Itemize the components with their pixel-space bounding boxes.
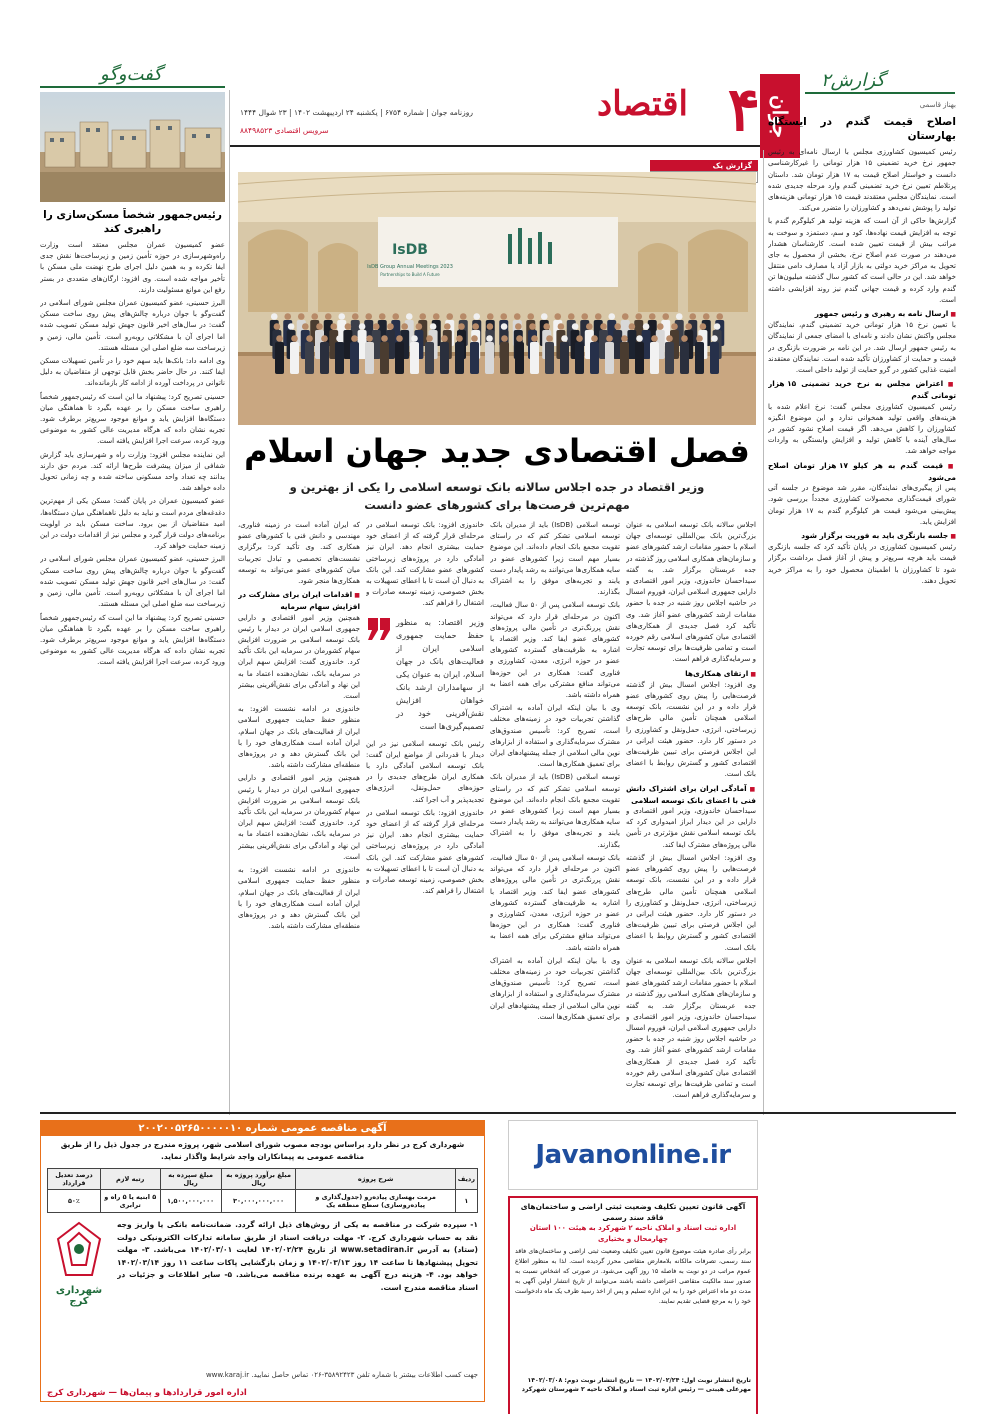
banner-logo: IsDB [392, 242, 428, 258]
article-paragraph: اجلاس سالانه بانک توسعه اسلامی به عنوان بزرگ‌ترین بانک بین‌المللی توسعه‌ای جهان اسلام با حضور مقامات ارشد کشورهای عضو و سازمان‌های همکاری اسلامی روز گذشته در جده عربستان برگزار شد. به گفته سیداحسان خاندوزی، وزیر امور اقتصادی و دارایی جمهوری اسلامی ایران، فوروم امسال در حاشیه اجلاس روز شنبه در جده با حضور مقامات ارشد کشورهای عضو آغاز شد. وی تأکید کرد فصل جدیدی از همکاری‌های اقتصادی میان کشورهای اسلامی رقم خورده است و تمامی ظرفیت‌ها برای توسعه تجارت و سرمایه‌گذاری فراهم است. [626, 956, 756, 1100]
table-cell: ۱,۵۰۰,۰۰۰,۰۰۰ [160, 1190, 221, 1213]
notice-dates: تاریخ انتشار نوبت اول: ۱۴۰۲/۰۲/۲۴ — تاریخ انتشار نوبت دوم: ۱۴۰۲/۰۳/۰۸ [527, 1377, 751, 1384]
article-col-1 [626, 520, 756, 1110]
notice-title: آگهی قانون تعیین تکلیف وضعیت ثبتی اراضی و ساختمان‌های فاقد سند رسمی [520, 1202, 746, 1222]
report-badge-label: گزارش یک [650, 160, 758, 171]
right-section-label: گزارش۲ [821, 70, 885, 91]
housing-photo [40, 92, 225, 202]
tender-table [47, 1168, 478, 1213]
masthead-rule [230, 145, 760, 147]
notice-ad [508, 1196, 758, 1414]
table-cell: ۳۰,۰۰۰,۰۰۰,۰۰۰ [221, 1190, 296, 1213]
main-headline: فصل اقتصادی جدید جهان اسلام [244, 432, 750, 470]
issue-meta: روزنامه جوان | شماره ۶۷۵۴ | یکشنبه ۲۴ اردیبهشت ۱۴۰۲ | ۲۳ شوال ۱۴۴۴ [240, 108, 474, 117]
left-paragraph: البرز حسینی، عضو کمیسیون عمران مجلس شورای اسلامی در گفت‌وگو با جوان درباره چالش‌های پیش روی ساخت مسکن گفت: در سال‌های اخیر قانون جهش تولید مسکن تصویب شده اما اجرای آن با مشکلاتی روبه‌رو است. تأمین مالی، زمین و زیرساخت سه ضلع اصلی این مسئله هستند. [40, 299, 225, 352]
table-header-cell: شرح پروژه [296, 1169, 455, 1190]
notice-body: برابر رأی صادره هیئت موضوع قانون تعیین تکلیف وضعیت ثبتی اراضی و ساختمان‌های فاقد سند رسمی، تصرفات مالکانه بلامعارض متقاضی محرز گردیده است. لذا به منظور اطلاع عموم مراتب در دو نوبت به فاصله ۱۵ روز آگهی می‌شود. در صورتی که اشخاص نسبت به صدور سند مالکیت متقاضی اعتراضی داشته باشند می‌توانند از تاریخ انتشار اولین آگهی به مدت دو ماه اعتراض خود را به این اداره تسلیم و پس از اخذ رسید ظرف یک ماه دادخواست خود را به مرجع قضایی تقدیم نمایند. [515, 1248, 751, 1305]
article-paragraph: توسعه اسلامی (IsDB) باید از مدیران بانک توسعه اسلامی تشکر کنم که در راستای تقویت مجمع بانک انجام داده‌اند. این موضوع بسیار مهم است زیرا کشورهای عضو در سایه همکاری‌ها می‌توانند به رشد پایدار دست یابند و تجربه‌های موفق را به اشتراک بگذارند. [490, 521, 620, 597]
masthead [230, 75, 760, 148]
tender-ad [40, 1120, 485, 1402]
article-paragraph: خاندوزی در ادامه نشست افزود: به منظور حفظ حمایت جمهوری اسلامی ایران از فعالیت‌های بانک در جهان اسلام، ایران آماده است همکاری‌های خود را با این بانک گسترش دهد و در پروژه‌های منطقه‌ای مشارکت داشته باشد. [238, 705, 360, 770]
article-paragraph: خاندوزی در ادامه نشست افزود: به منظور حفظ حمایت جمهوری اسلامی ایران از فعالیت‌های بانک در جهان اسلام، ایران آماده است همکاری‌های خود را با این بانک گسترش دهد و در پروژه‌های منطقه‌ای مشارکت داشته باشد. [238, 866, 360, 931]
left-section-header [40, 66, 225, 88]
tender-footer: اداره امور قراردادها و پیمان‌ها — شهرداری کرج [47, 1388, 247, 1398]
table-cell: ۵۰٪ [48, 1190, 101, 1213]
left-section-label: گفت‌وگو [100, 64, 162, 85]
quote-text: وزیر اقتصاد: به منظور حفظ حمایت جمهوری اسلامی ایران از فعالیت‌های بانک در جهان اسلام، ایران به عنوان یکی از سهامداران ارشد بانک خواهان افزایش نقش‌آفرینی خود در تصمیم‌گیری‌ها است [396, 617, 484, 731]
main-photo-image [238, 172, 756, 425]
tender-table-header [48, 1169, 478, 1190]
banner-subtitle: Partnerships to Build A Future [380, 272, 440, 277]
article-paragraph: توسعه اسلامی (IsDB) باید از مدیران بانک توسعه اسلامی تشکر کنم که در راستای تقویت مجمع بانک انجام داده‌اند. این موضوع بسیار مهم است زیرا کشورهای عضو در سایه همکاری‌ها می‌توانند به رشد پایدار دست یابند و تجربه‌های موفق را به اشتراک بگذارند. [490, 773, 620, 849]
right-paragraph: با تعیین نرخ ۱۵ هزار تومانی خرید تضمینی گندم، نمایندگان مجلس واکنش نشان دادند و نامه‌ای با امضای جمعی از نمایندگان به رئیس جمهور ارسال شد. در این نامه بر ضرورت بازنگری در قیمت و حمایت از کشاورزان تأکید شده است. نمایندگان معتقدند امنیت غذایی کشور در گرو حمایت از تولید داخلی است. [768, 321, 956, 375]
right-paragraph: رئیس کمیسیون کشاورزی در پایان تأکید کرد که جلسه بازنگری قیمت باید هرچه سریع‌تر و پیش از آغاز فصل برداشت برگزار شود تا کشاورزان با اطمینان محصول خود را به مراکز خرید تحویل دهند. [768, 543, 956, 585]
left-paragraph: البرز حسینی، عضو کمیسیون عمران مجلس شورای اسلامی در گفت‌وگو با جوان درباره چالش‌های پیش روی ساخت مسکن گفت: در سال‌های اخیر قانون جهش تولید مسکن تصویب شده اما اجرای آن با مشکلاتی روبه‌رو است. تأمین مالی، زمین و زیرساخت سه ضلع اصلی این مسئله هستند. [40, 555, 225, 609]
karaj-logo [47, 1219, 111, 1367]
quote-mark-icon [366, 616, 392, 733]
right-subhead: ■ ارسال نامه به رهبری و رئیس جمهور [768, 308, 956, 320]
banner-title: 2023 IsDB Group Annual Meetings [367, 264, 453, 270]
table-cell: ۱ [455, 1190, 477, 1213]
column-divider [229, 90, 230, 1115]
right-subhead: ■ جلسه بازنگری باید به فوریت برگزار شود [768, 530, 956, 542]
left-paragraph: این نماینده مجلس افزود: وزارت راه و شهرسازی باید گزارش شفافی از میزان پیشرفت طرح‌ها ارائه کند. مردم حق دارند بدانند چه تعداد واحد مسکونی ساخته شده و چه زمانی تحویل داده خواهد شد. [40, 450, 225, 493]
tender-contact: جهت کسب اطلاعات بیشتر با شماره تلفن ۳۵۸۹۲۴۲۳-۰۲۶ تماس حاصل نمایید. www.karaj.ir [205, 1371, 478, 1379]
article-paragraph: همچنین وزیر امور اقتصادی و دارایی جمهوری اسلامی ایران در دیدار با رئیس بانک توسعه اسلامی بر ضرورت افزایش سهام کشورمان در سرمایه این بانک تأکید کرد. خاندوزی گفت: افزایش سهم ایران در سرمایه بانک، نشان‌دهنده اعتماد ما به این نهاد و آمادگی برای نقش‌آفرینی بیشتر است. [238, 774, 360, 861]
table-cell: ۵ ابنیه یا ۵ راه و ترابری [100, 1190, 160, 1213]
article-col-4 [238, 520, 360, 1110]
left-paragraph: حسینی تصریح کرد: پیشنهاد ما این است که رئیس‌جمهور شخصاً راهبری ساخت مسکن را بر عهده بگیرد تا هماهنگی میان دستگاه‌ها افزایش یابد و موانع موجود سریع‌تر برطرف شود. تجربه نشان داده که هرگاه مدیریت عالی کشور به موضوعی ورود کرده، سرعت اجرا افزایش یافته است. [40, 392, 225, 446]
main-photo [238, 172, 756, 425]
column-divider [763, 150, 764, 1115]
table-row [48, 1190, 478, 1213]
quote-box [366, 616, 484, 733]
article-paragraph: وی افزود: اجلاس امسال بیش از گذشته فرصت‌هایی را پیش روی کشورهای عضو قرار داده و در این نشست، بانک توسعه اسلامی همچنان تأمین مالی طرح‌های زیرساختی، انرژی، حمل‌ونقل و کشاورزی را در دستور کار دارد. حضور هیئت ایرانی در این اجلاس فرصتی برای تبیین ظرفیت‌های اقتصادی کشور و گسترش روابط با اعضای بانک است. [626, 680, 756, 779]
ads-divider [40, 1112, 956, 1114]
article-col-2 [490, 520, 620, 1110]
right-paragraph: رئیس کمیسیون کشاورزی مجلس با ارسال نامه‌ای به رئیس جمهور نرخ خرید تضمینی ۱۵ هزار تومانی را غیرکارشناسی دانست و خواستار اصلاح قیمت به ۱۷ هزار تومان شد. داستان پرتلاطم تعیین نرخ خرید تضمینی گندم وارد مرحله جدیدی شده است. نمایندگان مجلس معتقدند قیمت ۱۵ هزار تومانی هزینه‌های تولید را پوشش نمی‌دهد و کشاورزان را متضرر می‌کند. [768, 148, 956, 213]
left-paragraph: حسینی تصریح کرد: پیشنهاد ما این است که رئیس‌جمهور شخصاً راهبری ساخت مسکن را بر عهده بگیرد تا هماهنگی میان دستگاه‌ها افزایش یابد و موانع موجود سریع‌تر برطرف شود. تجربه نشان داده که هرگاه مدیریت عالی کشور به موضوعی ورود کرده، سرعت اجرا افزایش یافته است. [40, 613, 225, 667]
article-paragraph: همچنین وزیر امور اقتصادی و دارایی جمهوری اسلامی ایران در دیدار با رئیس بانک توسعه اسلامی بر ضرورت افزایش سهام کشورمان در سرمایه این بانک تأکید کرد. خاندوزی گفت: افزایش سهم ایران در سرمایه بانک، نشان‌دهنده اعتماد ما به این نهاد و آمادگی برای نقش‌آفرینی بیشتر است. [238, 613, 360, 701]
article-paragraph: اجلاس سالانه بانک توسعه اسلامی به عنوان بزرگ‌ترین بانک بین‌المللی توسعه‌ای جهان اسلام با حضور مقامات ارشد کشورهای عضو و سازمان‌های همکاری اسلامی روز گذشته در جده عربستان برگزار شد. به گفته سیداحسان خاندوزی، وزیر امور اقتصادی و دارایی جمهوری اسلامی ایران، فوروم امسال در حاشیه اجلاس روز شنبه در جده با حضور مقامات ارشد کشورهای عضو آغاز شد. وی تأکید کرد فصل جدیدی از همکاری‌های اقتصادی میان کشورهای اسلامی رقم خورده است و تمامی ظرفیت‌ها برای توسعه تجارت و سرمایه‌گذاری فراهم است. [626, 521, 756, 664]
left-paragraph: وی ادامه داد: بانک‌ها باید سهم خود را در تأمین تسهیلات مسکن ایفا کنند. در حال حاضر بخش قابل توجهی از متقاضیان به دلیل ناتوانی در پرداخت آورده از ادامه کار بازمانده‌اند. [40, 357, 225, 388]
right-paragraph: رئیس کمیسیون کشاورزی مجلس گفت: نرخ اعلام شده با هزینه‌های واقعی تولید همخوانی ندارد و این موضوع انگیزه کشاورزان را کاهش می‌دهد. اگر قیمت اصلاح نشود کشور در سال‌های آینده با کاهش تولید و افزایش وابستگی به واردات مواجه خواهد شد. [768, 402, 956, 456]
left-paragraph: عضو کمیسیون عمران در پایان گفت: مسکن یکی از مهم‌ترین دغدغه‌های مردم است و نباید به دلیل ناهماهنگی میان دستگاه‌ها، امید متقاضیان از بین برود. ساخت مسکن باید در اولویت برنامه‌های دولت قرار گیرد و مجلس نیز از اقدامات دولت در این زمینه حمایت خواهد کرد. [40, 497, 225, 551]
right-title: اصلاح قیمت گندم در ایستگاه بهارستان [768, 116, 956, 143]
web-ad [508, 1120, 758, 1190]
article-paragraph: خاندوزی افزود: بانک توسعه اسلامی در مرحله‌ای قرار گرفته که از اعضای خود حمایت بیشتری انجام دهد. ایران نیز آمادگی دارد در پروژه‌های زیرساختی کشورهای عضو مشارکت کند. این بانک به دنبال آن است تا با اعطای تسهیلات به بخش خصوصی، زمینه توسعه صادرات و اشتغال را فراهم کند. [366, 808, 484, 896]
article-paragraph: بانک توسعه اسلامی پس از ۵۰ سال فعالیت، اکنون در مرحله‌ای قرار دارد که می‌تواند نقش پررنگ‌تری در تأمین مالی پروژه‌های کشورهای عضو ایفا کند. وزیر اقتصاد با اشاره به ظرفیت‌های گسترده کشورهای عضو در حوزه انرژی، معدن، کشاورزی و فناوری گفت: همکاری در این حوزه‌ها می‌تواند منافع مشترکی برای همه اعضا به همراه داشته باشد. [490, 853, 620, 952]
brand-logo-text: جوان [768, 94, 792, 138]
table-cell: مرمت بهسازی پیاده‌رو (جدول‌گذاری و پیاده‌روسازی) سطح منطقه یک [296, 1190, 455, 1213]
article-paragraph: وی با بیان اینکه ایران آماده به اشتراک گذاشتن تجربیات خود در زمینه‌های مختلف است، تصریح کرد: تأسیس صندوق‌های مشترک سرمایه‌گذاری و استفاده از ابزارهای نوین مالی اسلامی از جمله پیشنهادهای ایران برای تعمیق همکاری‌ها است. [490, 956, 620, 1021]
article-paragraph: سیداحسان خاندوزی، وزیر امور اقتصادی و دارایی در این دیدار ابراز امیدواری کرد که بانک توسعه اسلامی نقش مؤثرتری در تأمین مالی پروژه‌های مشترک ایفا کند. [626, 807, 756, 849]
notice-subtitle: اداره ثبت اسناد و املاک ناحیه ۲ شهرکرد به هیئت ۱۰۰ استان چهارمحال و بختیاری [529, 1224, 737, 1243]
karaj-emblem-icon [52, 1219, 106, 1281]
left-column [40, 208, 225, 1113]
right-kicker: بهناز قاسمی [919, 101, 956, 109]
right-column [768, 100, 956, 1110]
article-paragraph: بانک توسعه اسلامی پس از ۵۰ سال فعالیت، اکنون در مرحله‌ای قرار دارد که می‌تواند نقش پررنگ‌تری در تأمین مالی پروژه‌های کشورهای عضو ایفا کند. وزیر اقتصاد با اشاره به ظرفیت‌های گسترده کشورهای عضو در حوزه انرژی، معدن، کشاورزی و فناوری گفت: همکاری در این حوزه‌ها می‌تواند منافع مشترکی برای همه اعضا به همراه داشته باشد. [490, 601, 620, 700]
article-subhead: ■ ارتقای همکاری‌ها [626, 668, 756, 680]
article-subhead: ■ اقدامات ایران برای مشارکت در افزایش سهام سرمایه [238, 589, 360, 612]
right-section-header [805, 72, 955, 94]
table-header-cell: رتبه لازم [100, 1169, 160, 1190]
article-paragraph: رئیس بانک توسعه اسلامی نیز در این دیدار با قدردانی از مواضع ایران گفت: بانک توسعه اسلامی آمادگی دارد با همکاری ایران طرح‌های جدیدی را در حوزه‌های حمل‌ونقل، انرژی‌های تجدیدپذیر و آب اجرا کند. [366, 739, 484, 804]
table-header-cell: مبلغ برآورد پروژه به ریال [221, 1169, 296, 1190]
section-title: اقتصاد [597, 84, 688, 124]
table-header-cell: مبلغ سپرده به ریال [160, 1169, 221, 1190]
web-ad-url: Javanonline.ir [535, 1140, 731, 1170]
article-paragraph: وی با بیان اینکه ایران آماده به اشتراک گذاشتن تجربیات خود در زمینه‌های مختلف است، تصریح کرد: تأسیس صندوق‌های مشترک سرمایه‌گذاری و استفاده از ابزارهای نوین مالی اسلامی از جمله پیشنهادهای ایران برای تعمیق همکاری‌ها است. [490, 704, 620, 769]
right-paragraph: پس از پیگیری‌های نمایندگان، مقرر شد موضوع در جلسه آتی شورای قیمت‌گذاری محصولات کشاورزی مجدداً بررسی شود. پیش‌بینی می‌شود قیمت هر کیلوگرم گندم به ۱۷ هزار تومان افزایش یابد. [768, 484, 956, 526]
service-line: سرویس اقتصادی ۸۸۴۹۸۵۲۳ [240, 126, 329, 135]
table-header-cell: درصد تعدیل قرارداد [48, 1169, 101, 1190]
tender-intro: شهرداری کرج در نظر دارد براساس بودجه مصوب شورای اسلامی شهر، پروژه مندرج در جدول ذیل را از طریق مناقصه عمومی به پیمانکاران واجد شرایط واگذار نماید. [60, 1140, 465, 1161]
page-number: ۴ [727, 75, 760, 145]
tender-header: آگهی مناقصه عمومی شماره ۲۰۰۲۰۰۵۲۶۵۰۰۰۰۰۱۰ [41, 1121, 484, 1136]
right-subhead: ■ اعتراض مجلس به نرخ خرید تضمینی ۱۵ هزار تومانی گندم [768, 378, 956, 401]
article-paragraph: وی افزود: اجلاس امسال بیش از گذشته فرصت‌هایی را پیش روی کشورهای عضو قرار داده و در این نشست، بانک توسعه اسلامی همچنان تأمین مالی طرح‌های زیرساختی، انرژی، حمل‌ونقل و کشاورزی را در دستور کار دارد. حضور هیئت ایرانی در این اجلاس فرصتی برای تبیین ظرفیت‌های اقتصادی کشور و گسترش روابط با اعضای بانک است. [626, 853, 756, 952]
article-subhead: ■ آمادگی ایران برای اشتراک دانش فنی با اعضای بانک توسعه اسلامی [626, 783, 756, 806]
left-title: رئیس‌جمهور شخصاً مسکن‌سازی را راهبری کند [43, 209, 222, 235]
article-paragraph: خاندوزی افزود: بانک توسعه اسلامی در مرحله‌ای قرار گرفته که از اعضای خود حمایت بیشتری انجام دهد. ایران نیز آمادگی دارد در پروژه‌های زیرساختی کشورهای عضو مشارکت کند. این بانک به دنبال آن است تا با اعطای تسهیلات به بخش خصوصی، زمینه توسعه صادرات و اشتغال را فراهم کند. [366, 521, 484, 608]
right-paragraph: گزارش‌ها حاکی از آن است که هزینه تولید هر کیلوگرم گندم با توجه به افزایش قیمت نهاده‌ها، کود و سم، دستمزد و سوخت به مراتب بیش از قیمت تعیین شده است. کارشناسان هشدار می‌دهند در صورت عدم اصلاح نرخ، بخشی از محصول به جای تحویل به مراکز خرید دولتی به بازار آزاد یا مصارف دامی منتقل خواهد شد. این در حالی است که کشور سال گذشته میلیون‌ها تن گندم وارد کرده و قیمت جهانی گندم نیز روند افزایشی داشته است. [768, 217, 956, 304]
karaj-logo-text: شهرداری کرج [55, 1285, 103, 1307]
housing-photo-image [40, 92, 225, 202]
article-paragraph: که ایران آماده است در زمینه فناوری، مهندسی و دانش فنی با کشورهای عضو همکاری کند. وی تأکید کرد: برگزاری نشست‌های تخصصی و تبادل تجربیات میان کشورهای عضو می‌تواند به توسعه همکاری‌ها منجر شود. [238, 521, 360, 586]
left-paragraph: عضو کمیسیون عمران مجلس معتقد است وزارت راه‌وشهرسازی در حوزه تأمین زمین و زیرساخت‌ها نقش جدی ایفا نکرده و به همین دلیل اجرای طرح نهضت ملی مسکن با تأخیر مواجه شده است. وی افزود: ارگان‌های متعددی در بستر رفع این موانع مسئولیت دارند. [40, 241, 225, 294]
tender-body: ۱- سپرده شرکت در مناقصه به یکی از روش‌های ذیل ارائه گردد. ضمانت‌نامه بانکی یا واریز وجه نقد به حساب شهرداری کرج. ۲- مهلت دریافت اسناد از طریق سامانه تدارکات الکترونیکی دولت (ستاد) به آدرس www.setadiran.ir از تاریخ ۱۴۰۲/۰۲/۲۴ لغایت ۱۴۰۲/۰۳/۰۱ می‌باشد. ۳- مهلت تحویل پیشنهادها تا ساعت ۱۴ روز ۱۴۰۲/۰۳/۱۳ و زمان بازگشایی پاکات ساعت ۱۱ روز ۱۴۰۲/۰۳/۱۴ خواهد بود. ۴- هزینه درج آگهی به عهده برنده مناقصه می‌باشد. ۵- سایر اطلاعات و جزئیات در اسناد مناقصه مندرج است. [117, 1220, 478, 1292]
article-col-3 [366, 520, 484, 1110]
main-subtitle: وزیر اقتصاد در جده اجلاس سالانه بانک توسعه اسلامی را یکی از بهترین و مهم‌ترین فرصت‌ها برای کشورهای عضو دانست [289, 480, 705, 512]
notice-signer: مهرعلی هیبتی — رئیس اداره ثبت اسناد و املاک ناحیه ۲ شهرستان شهرکرد [521, 1386, 751, 1393]
table-header-cell: ردیف [455, 1169, 477, 1190]
right-subhead: ■ قیمت گندم به هر کیلو ۱۷ هزار تومان اصلاح می‌شود [768, 460, 956, 483]
